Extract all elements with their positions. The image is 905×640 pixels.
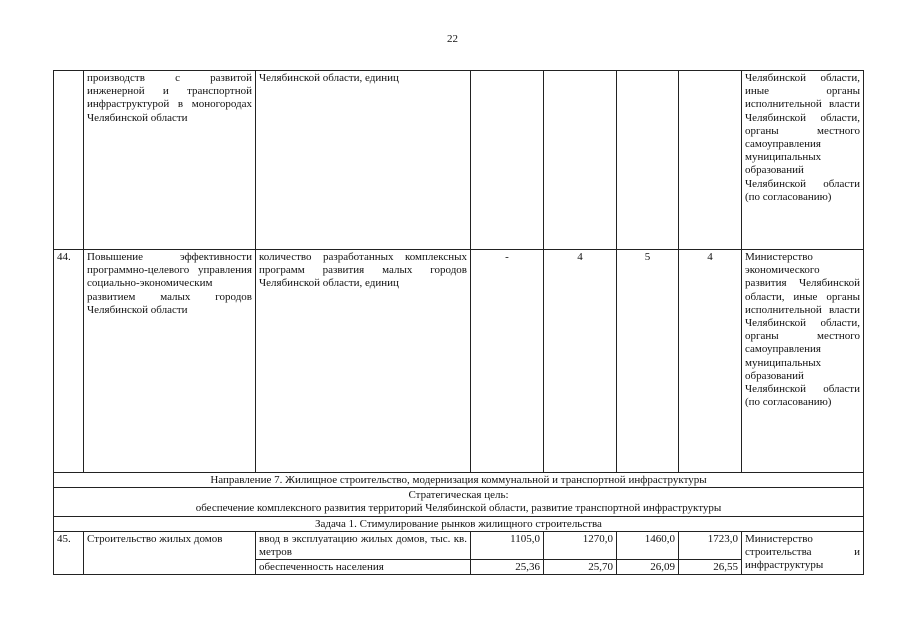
strategic-goal	[54, 488, 864, 516]
table-row	[54, 250, 864, 473]
value-cell	[471, 71, 544, 250]
indicator-cell: Челябинской области, единиц	[256, 71, 471, 250]
indicator-cell: количество разработанных комплексных программ развития малых городов Челябинской области, единиц	[256, 250, 471, 473]
value-cell: 25,70	[544, 560, 617, 575]
row-number: 44.	[54, 250, 84, 473]
task-header-row	[54, 516, 864, 531]
table-row	[54, 531, 864, 559]
value-cell: 1105,0	[471, 531, 544, 559]
value-cell: 26,09	[617, 560, 679, 575]
strategic-goal-text: обеспечение комплексного развития территорий Челябинской области, развитие транспортной инфраструктуры	[195, 502, 722, 515]
value-cell	[544, 71, 617, 250]
value-cell: 1723,0	[679, 531, 742, 559]
indicator-cell: ввод в эксплуатацию жилых домов, тыс. кв. метров	[256, 531, 471, 559]
executor-cell: Министерство строительства и инфраструктуры	[742, 531, 864, 575]
page-number: 22	[447, 33, 458, 45]
value-cell: -	[471, 250, 544, 473]
section-header-row	[54, 473, 864, 488]
value-cell: 25,36	[471, 560, 544, 575]
value-cell: 4	[679, 250, 742, 473]
event-cell: Строительство жилых домов	[84, 531, 256, 575]
task-header: Задача 1. Стимулирование рынков жилищного строительства	[54, 516, 864, 531]
executor-cell: Министерство экономического развития Челябинской области, иные органы исполнительной власти Челябинской области, органы местного самоуправления муниципальных образований Челябинской области (по согласованию)	[742, 250, 864, 473]
value-cell	[679, 71, 742, 250]
program-table	[53, 70, 864, 575]
strategic-goal-row	[54, 488, 864, 516]
table-row	[54, 71, 864, 250]
indicator-cell: обеспеченность населения	[256, 560, 471, 575]
row-number: 45.	[54, 531, 84, 575]
event-cell: Повышение эффективности программно-целевого управления социально-экономическим развитием малых городов Челябинской области	[84, 250, 256, 473]
value-cell: 5	[617, 250, 679, 473]
row-number	[54, 71, 84, 250]
event-cell: производств с развитой инженерной и транспортной инфраструктурой в моногородах Челябинской области	[84, 71, 256, 250]
strategic-goal-label: Стратегическая цель:	[408, 489, 509, 502]
value-cell: 1460,0	[617, 531, 679, 559]
executor-cell: Челябинской области, иные органы исполнительной власти Челябинской области, органы местного самоуправления муниципальных образований Челябинской области (по согласованию)	[742, 71, 864, 250]
value-cell	[617, 71, 679, 250]
value-cell: 4	[544, 250, 617, 473]
direction-header: Направление 7. Жилищное строительство, модернизация коммунальной и транспортной инфраструктуры	[54, 473, 864, 488]
value-cell: 1270,0	[544, 531, 617, 559]
value-cell: 26,55	[679, 560, 742, 575]
